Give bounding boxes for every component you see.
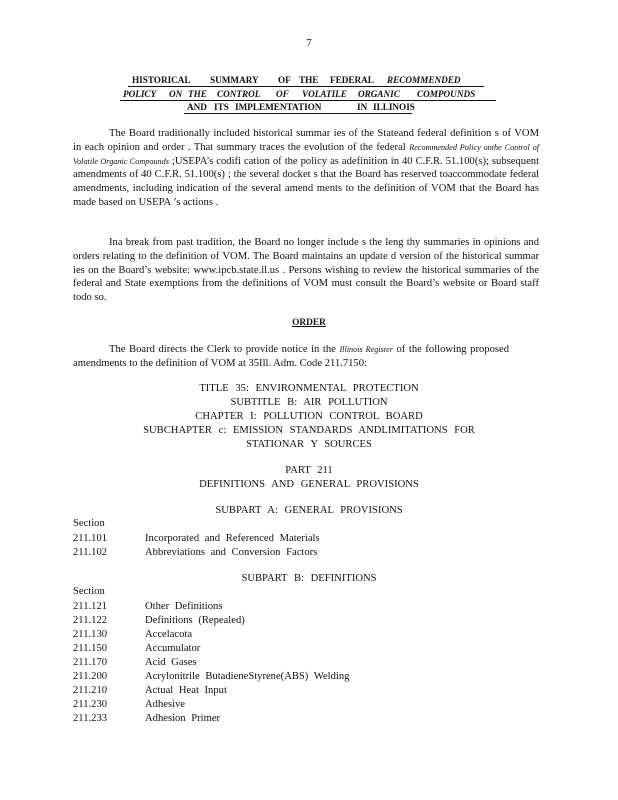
section-row bbox=[73, 670, 533, 684]
section-title: Actual Heat Input bbox=[145, 685, 227, 696]
section-row bbox=[73, 546, 533, 560]
section-title: Definitions (Repealed) bbox=[145, 615, 245, 626]
part-heading: PART 211 bbox=[285, 465, 333, 476]
section-row bbox=[73, 600, 533, 614]
heading-word: VOLATILE bbox=[302, 89, 347, 99]
heading-underline bbox=[184, 113, 412, 114]
section-title: Adhesion Primer bbox=[145, 713, 221, 724]
federal-policy-title: Recommended Policy onthe Control of Volatile Organic Compounds bbox=[73, 142, 540, 166]
section-title: Accelacota bbox=[145, 629, 193, 640]
section-row bbox=[73, 628, 533, 642]
section-number: 211.101 bbox=[73, 533, 108, 544]
heading-word: HISTORICAL bbox=[132, 75, 191, 85]
title-heading: TITLE 35: ENVIRONMENTAL PROTECTION bbox=[199, 383, 419, 394]
order-paragraph bbox=[73, 343, 509, 371]
heading-underline bbox=[128, 86, 484, 87]
heading-word: AND bbox=[187, 102, 207, 112]
heading-word: CONTROL bbox=[217, 89, 261, 99]
section-row bbox=[73, 614, 533, 628]
section-number: 211.121 bbox=[73, 601, 108, 612]
section-heading-line1 bbox=[0, 74, 618, 86]
subpart-a-title: SUBPART A: GENERAL PROVISIONS bbox=[215, 505, 403, 516]
heading-word: IN bbox=[357, 102, 368, 112]
section-row bbox=[73, 642, 533, 656]
website-paragraph bbox=[73, 236, 539, 305]
section-heading-line2 bbox=[0, 88, 618, 100]
order-heading bbox=[0, 318, 618, 328]
order-paragraph-text: The Board directs the Clerk to provide notice in the bbox=[109, 344, 336, 355]
section-number: 211.102 bbox=[73, 547, 108, 558]
section-heading-line3 bbox=[0, 101, 618, 113]
subtitle-heading: SUBTITLE B: AIR POLLUTION bbox=[230, 397, 388, 408]
heading-word: ILLINOIS bbox=[373, 102, 415, 112]
section-number: 211.150 bbox=[73, 643, 108, 654]
heading-word: OF bbox=[278, 75, 291, 85]
heading-word: THE bbox=[299, 75, 319, 85]
page-number: 7 bbox=[306, 37, 312, 49]
section-number: 211.200 bbox=[73, 671, 108, 682]
heading-word: RECOMMENDED bbox=[387, 75, 461, 85]
section-title: Acid Gases bbox=[145, 657, 197, 668]
history-paragraph-text: ;USEPA’s codifi cation of the policy as adefinition in 40 C.F.R. 51.100(s); subsequent amendments of 40 C.F.R. 51.100(s) ; the several docket s that the Board has reserved toaccommodate federal amendments, including indication of the several amend ments to the definition of VOM that the Board has made based on USEPA ’s actions . bbox=[73, 155, 540, 208]
order-paragraph-text: of the following proposed amendments to the definition of VOM at 35Ill. Adm. Code 211.7150: bbox=[73, 344, 509, 369]
section-row bbox=[73, 712, 533, 726]
heading-word: THE bbox=[188, 89, 207, 99]
subchapter-heading-cont: STATIONAR Y SOURCES bbox=[246, 439, 372, 450]
heading-word: POLICY bbox=[123, 89, 157, 99]
subchapter-heading: SUBCHAPTER c: EMISSION STANDARDS ANDLIMITATIONS FOR bbox=[143, 425, 475, 436]
section-label: Section bbox=[73, 586, 105, 597]
section-title: Accumulator bbox=[145, 643, 201, 654]
heading-word: SUMMARY bbox=[210, 75, 259, 85]
website-paragraph-text: Ina break from past tradition, the Board no longer include s the leng thy summaries in opinions and orders relating to the definition of VOM. The Board maintains an update d version of the historical summar ies on the Board’s website: www.ipcb.state.il.us . Persons wishing to review the historical summaries of the federal and State exemptions from the definitions of VOM must consult the Board’s website or Board staff todo so. bbox=[73, 237, 539, 304]
chapter-heading: CHAPTER I: POLLUTION CONTROL BOARD bbox=[195, 411, 423, 422]
order-heading-text: ORDER bbox=[292, 318, 326, 328]
heading-word: ITS bbox=[214, 102, 229, 112]
heading-word: ORGANIC bbox=[358, 89, 400, 99]
section-number: 211.210 bbox=[73, 685, 108, 696]
part-title: DEFINITIONS AND GENERAL PROVISIONS bbox=[199, 479, 419, 490]
history-paragraph-text: The Board traditionally included historical summar ies of the Stateand federal definition s of VOM in each opinion and order . That summary traces the evolution of the federal bbox=[73, 128, 539, 153]
section-label: Section bbox=[73, 518, 105, 529]
illinois-register-title: Illinois Register bbox=[339, 345, 393, 354]
section-row bbox=[73, 684, 533, 698]
section-row bbox=[73, 698, 533, 712]
section-title: Adhesive bbox=[145, 699, 186, 710]
section-title: Incorporated and Referenced Materials bbox=[145, 533, 320, 544]
section-number: 211.233 bbox=[73, 713, 108, 724]
heading-word: FEDERAL bbox=[330, 75, 374, 85]
heading-word: IMPLEMENTATION bbox=[235, 102, 322, 112]
history-paragraph bbox=[73, 127, 539, 210]
section-number: 211.130 bbox=[73, 629, 108, 640]
section-row bbox=[73, 532, 533, 546]
heading-word: OF bbox=[276, 89, 289, 99]
section-number: 211.170 bbox=[73, 657, 108, 668]
heading-word: ON bbox=[169, 89, 183, 99]
subpart-b-title: SUBPART B: DEFINITIONS bbox=[241, 573, 377, 584]
section-row bbox=[73, 656, 533, 670]
section-title: Acrylonitrile ButadieneStyrene(ABS) Welding bbox=[145, 671, 350, 682]
heading-word: COMPOUNDS bbox=[417, 89, 476, 99]
section-number: 211.230 bbox=[73, 699, 108, 710]
section-title: Other Definitions bbox=[145, 601, 223, 612]
section-number: 211.122 bbox=[73, 615, 108, 626]
section-title: Abbreviations and Conversion Factors bbox=[145, 547, 318, 558]
